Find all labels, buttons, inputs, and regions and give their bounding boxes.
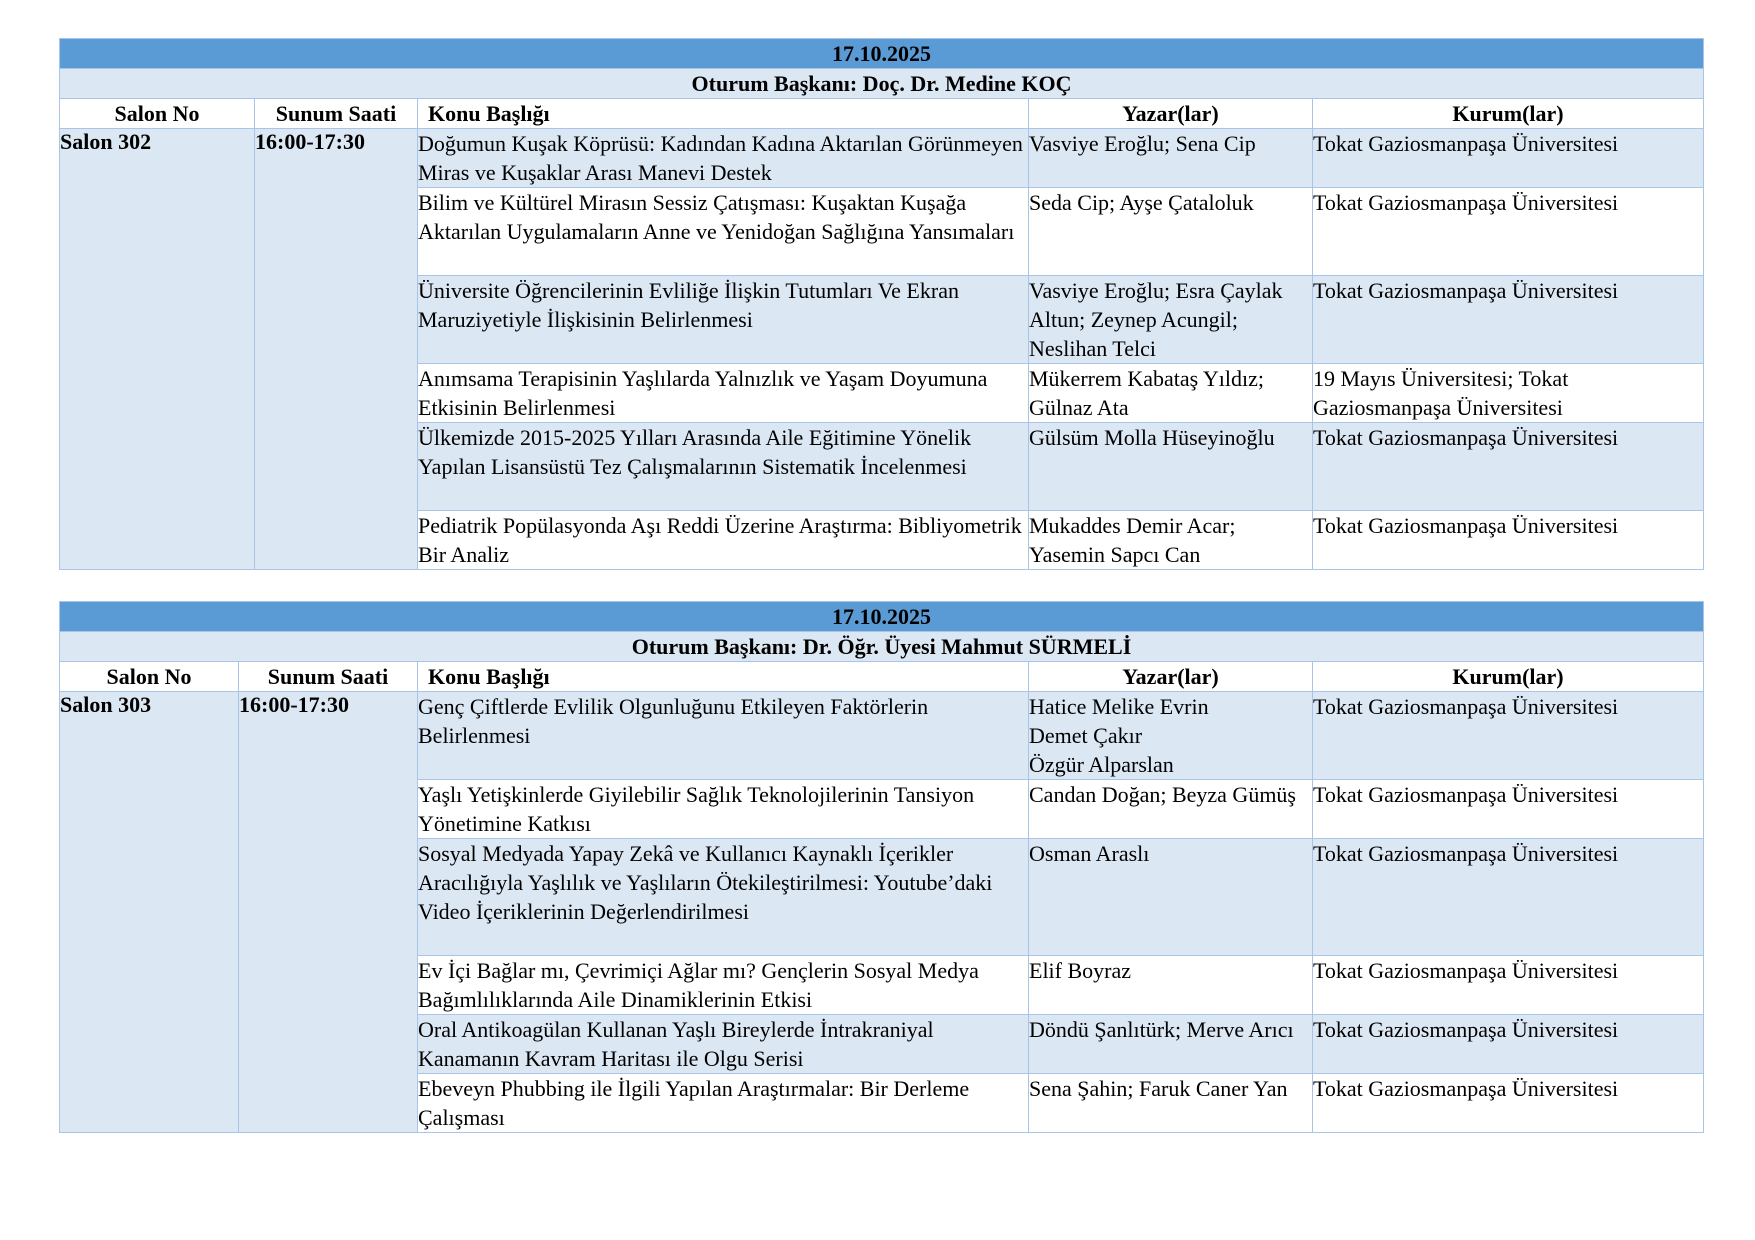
- institution-cell: 19 Mayıs Üniversitesi; Tokat Gaziosmanpaşa Üniversitesi: [1313, 364, 1704, 423]
- table-row: [60, 692, 1704, 780]
- table-row: [60, 129, 1704, 188]
- authors-cell: Osman Araslı: [1029, 839, 1313, 956]
- institution-cell: Tokat Gaziosmanpaşa Üniversitesi: [1313, 276, 1704, 364]
- header-institutions: Kurum(lar): [1313, 662, 1704, 692]
- title-cell: Ebeveyn Phubbing ile İlgili Yapılan Araştırmalar: Bir Derleme Çalışması: [418, 1074, 1029, 1133]
- title-cell: Sosyal Medyada Yapay Zekâ ve Kullanıcı Kaynaklı İçerikler Aracılığıyla Yaşlılık ve Yaşlıların Ötekileştirilmesi: Youtube’daki Video İçeriklerinin Değerlendirilmesi: [418, 839, 1029, 956]
- institution-cell: Tokat Gaziosmanpaşa Üniversitesi: [1313, 129, 1704, 188]
- title-cell: Ülkemizde 2015-2025 Yılları Arasında Aile Eğitimine Yönelik Yapılan Lisansüstü Tez Çalışmalarının Sistematik İncelenmesi: [418, 423, 1029, 511]
- salon-cell: Salon 303: [60, 692, 239, 1133]
- authors-cell: Elif Boyraz: [1029, 956, 1313, 1015]
- session-date: 17.10.2025: [60, 39, 1704, 69]
- title-cell: Genç Çiftlerde Evlilik Olgunluğunu Etkileyen Faktörlerin Belirlenmesi: [418, 692, 1029, 780]
- header-institutions: Kurum(lar): [1313, 99, 1704, 129]
- institution-cell: Tokat Gaziosmanpaşa Üniversitesi: [1313, 692, 1704, 780]
- authors-cell: Mukaddes Demir Acar; Yasemin Sapcı Can: [1029, 511, 1313, 570]
- authors-cell: Seda Cip; Ayşe Çataloluk: [1029, 188, 1313, 276]
- title-cell: Yaşlı Yetişkinlerde Giyilebilir Sağlık Teknolojilerinin Tansiyon Yönetimine Katkısı: [418, 780, 1029, 839]
- institution-cell: Tokat Gaziosmanpaşa Üniversitesi: [1313, 1074, 1704, 1133]
- authors-cell: Gülsüm Molla Hüseyinoğlu: [1029, 423, 1313, 511]
- title-cell: Oral Antikoagülan Kullanan Yaşlı Bireylerde İntrakraniyal Kanamanın Kavram Haritası ile Olgu Serisi: [418, 1015, 1029, 1074]
- institution-cell: Tokat Gaziosmanpaşa Üniversitesi: [1313, 1015, 1704, 1074]
- header-salon: Salon No: [60, 662, 239, 692]
- authors-cell: Vasviye Eroğlu; Esra Çaylak Altun; Zeynep Acungil; Neslihan Telci: [1029, 276, 1313, 364]
- header-time: Sunum Saati: [239, 662, 418, 692]
- title-cell: Ev İçi Bağlar mı, Çevrimiçi Ağlar mı? Gençlerin Sosyal Medya Bağımlılıklarında Aile Dinamiklerinin Etkisi: [418, 956, 1029, 1015]
- header-authors: Yazar(lar): [1029, 662, 1313, 692]
- authors-cell: Candan Doğan; Beyza Gümüş: [1029, 780, 1313, 839]
- institution-cell: Tokat Gaziosmanpaşa Üniversitesi: [1313, 780, 1704, 839]
- header-title: Konu Başlığı: [418, 662, 1029, 692]
- institution-cell: Tokat Gaziosmanpaşa Üniversitesi: [1313, 511, 1704, 570]
- authors-cell: Döndü Şanlıtürk; Merve Arıcı: [1029, 1015, 1313, 1074]
- institution-cell: Tokat Gaziosmanpaşa Üniversitesi: [1313, 423, 1704, 511]
- session-chair: Oturum Başkanı: Dr. Öğr. Üyesi Mahmut SÜRMELİ: [60, 632, 1704, 662]
- session-chair: Oturum Başkanı: Doç. Dr. Medine KOÇ: [60, 69, 1704, 99]
- authors-cell: Mükerrem Kabataş Yıldız; Gülnaz Ata: [1029, 364, 1313, 423]
- authors-cell: Vasviye Eroğlu; Sena Cip: [1029, 129, 1313, 188]
- salon-cell: Salon 302: [60, 129, 255, 570]
- title-cell: Pediatrik Popülasyonda Aşı Reddi Üzerine Araştırma: Bibliyometrik Bir Analiz: [418, 511, 1029, 570]
- session-table-2: [59, 601, 1704, 1133]
- session-date: 17.10.2025: [60, 602, 1704, 632]
- title-cell: Üniversite Öğrencilerinin Evliliğe İlişkin Tutumları Ve Ekran Maruziyetiyle İlişkisinin Belirlenmesi: [418, 276, 1029, 364]
- header-salon: Salon No: [60, 99, 255, 129]
- time-cell: 16:00-17:30: [239, 692, 418, 1133]
- title-cell: Doğumun Kuşak Köprüsü: Kadından Kadına Aktarılan Görünmeyen Miras ve Kuşaklar Arası Manevi Destek: [418, 129, 1029, 188]
- session-table-1: [59, 38, 1704, 570]
- header-time: Sunum Saati: [255, 99, 418, 129]
- authors-cell: Hatice Melike Evrin Demet Çakır Özgür Alparslan: [1029, 692, 1313, 780]
- header-authors: Yazar(lar): [1029, 99, 1313, 129]
- header-title: Konu Başlığı: [418, 99, 1029, 129]
- time-cell: 16:00-17:30: [255, 129, 418, 570]
- title-cell: Bilim ve Kültürel Mirasın Sessiz Çatışması: Kuşaktan Kuşağa Aktarılan Uygulamaların Anne ve Yenidoğan Sağlığına Yansımaları: [418, 188, 1029, 276]
- institution-cell: Tokat Gaziosmanpaşa Üniversitesi: [1313, 956, 1704, 1015]
- authors-cell: Sena Şahin; Faruk Caner Yan: [1029, 1074, 1313, 1133]
- institution-cell: Tokat Gaziosmanpaşa Üniversitesi: [1313, 188, 1704, 276]
- institution-cell: Tokat Gaziosmanpaşa Üniversitesi: [1313, 839, 1704, 956]
- title-cell: Anımsama Terapisinin Yaşlılarda Yalnızlık ve Yaşam Doyumuna Etkisinin Belirlenmesi: [418, 364, 1029, 423]
